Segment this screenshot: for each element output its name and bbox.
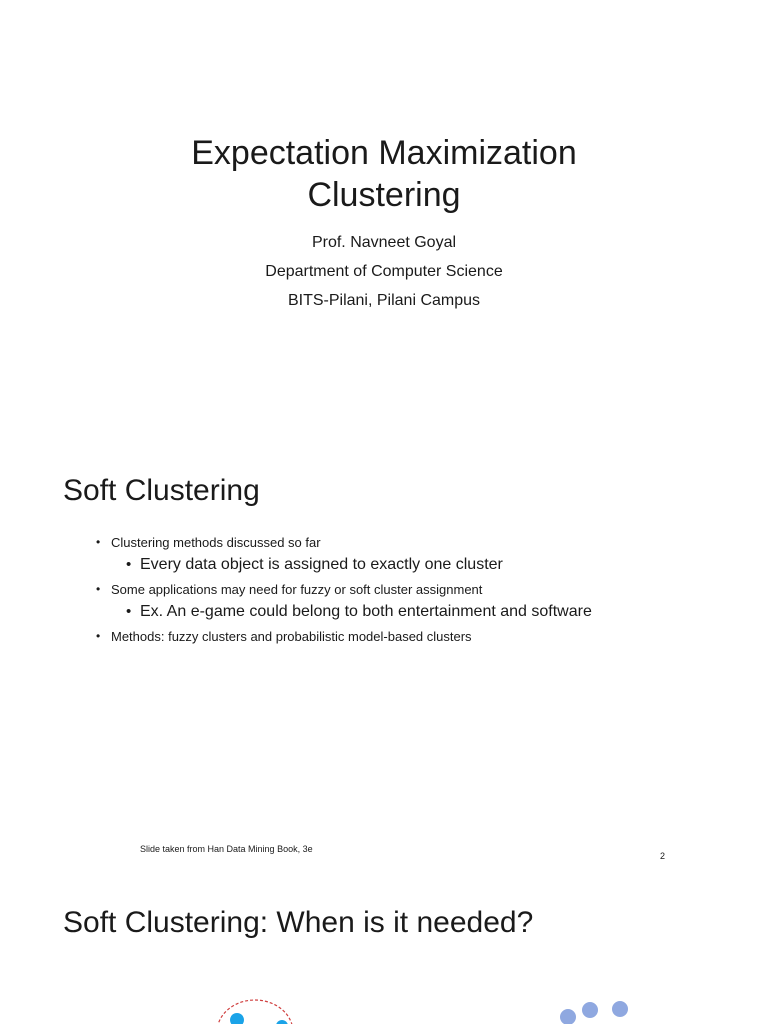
- soft-clustering-needed-slide: [0, 875, 768, 1024]
- data-point: [612, 1001, 628, 1017]
- data-point: [230, 1013, 244, 1024]
- title-slide: [0, 0, 768, 430]
- cluster-diagram-left: [205, 990, 305, 1024]
- sub-bullet-item: • Every data object is assigned to exactly one cluster: [126, 554, 616, 575]
- page-number: 2: [660, 851, 666, 861]
- bullet-item: • Some applications may need for fuzzy or soft cluster assignment: [96, 581, 616, 598]
- cluster-diagram-right: [552, 997, 642, 1024]
- data-point: [582, 1002, 598, 1018]
- sub-bullet-item: • Ex. An e-game could belong to both entertainment and software: [126, 601, 616, 622]
- campus-name: BITS-Pilani, Pilani Campus: [287, 292, 481, 309]
- author-block: [0, 228, 768, 315]
- data-point: [276, 1020, 288, 1024]
- slide-heading: Soft Clustering: [63, 474, 260, 507]
- slide-title-line-2: Clustering: [307, 176, 461, 214]
- slide-heading: Soft Clustering: When is it needed?: [63, 906, 534, 939]
- bullet-list: [96, 534, 616, 648]
- soft-clustering-slide: [0, 430, 768, 875]
- department-name: Department of Computer Science: [265, 263, 503, 280]
- bullet-item: • Clustering methods discussed so far: [96, 534, 616, 551]
- slide-title: [0, 132, 768, 216]
- slide-title-line-1: Expectation Maximization: [191, 134, 577, 172]
- author-name: Prof. Navneet Goyal: [311, 234, 457, 251]
- data-point: [560, 1009, 576, 1024]
- bullet-item: • Methods: fuzzy clusters and probabilistic model-based clusters: [96, 628, 616, 645]
- source-footnote: Slide taken from Han Data Mining Book, 3e: [140, 844, 313, 854]
